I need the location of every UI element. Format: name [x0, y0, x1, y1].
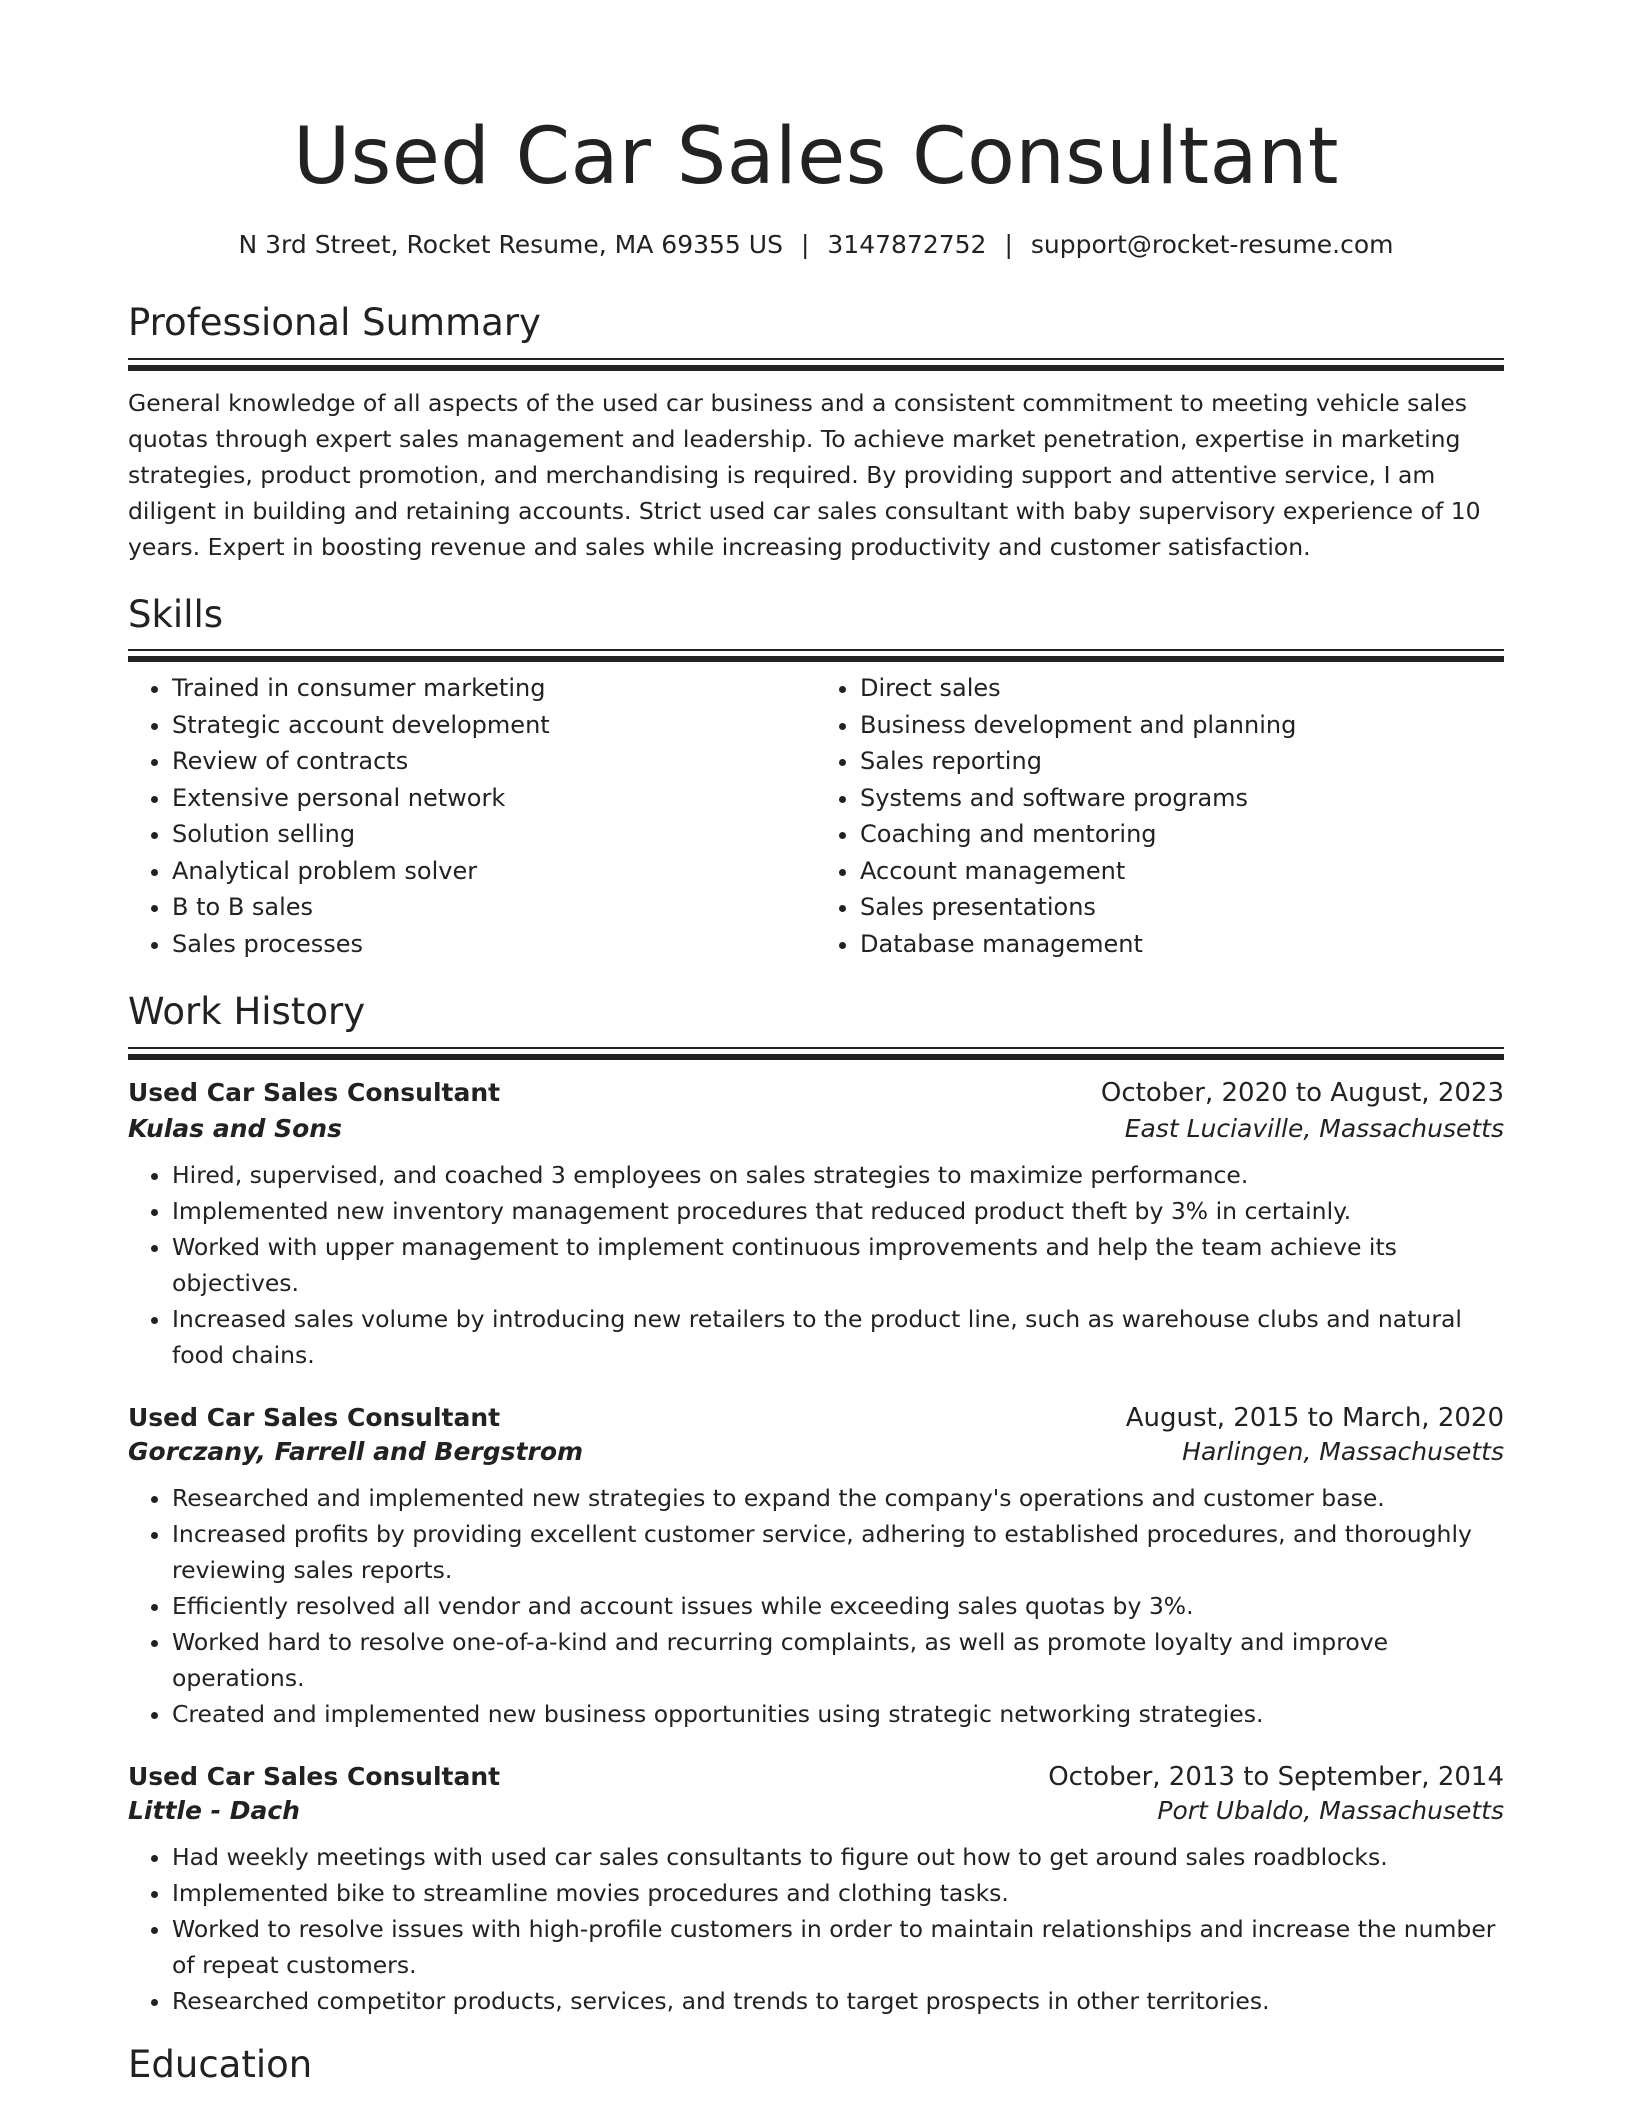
- job-bullet: • Worked with upper management to implement continuous improvements and help the team achieve its objectives.: [172, 1229, 1504, 1301]
- job-location: East Luciaville, Massachusetts: [1124, 1114, 1504, 1144]
- education-section: [128, 2045, 1504, 2086]
- summary-heading: Professional Summary: [128, 301, 541, 344]
- job-bullets: [128, 1157, 1504, 1373]
- skill-item: • Review of contracts: [172, 743, 816, 780]
- job-header: [128, 1762, 1504, 1792]
- job-bullet: • Implemented new inventory management procedures that reduced product theft by 3% in certainly.: [172, 1193, 1504, 1229]
- skills-heading: Skills: [128, 592, 224, 636]
- job-title: Used Car Sales Consultant: [128, 1078, 501, 1108]
- job-subheader: [128, 1796, 1504, 1825]
- skill-item: • Sales presentations: [860, 889, 1504, 926]
- contact-separator: |: [1004, 230, 1013, 259]
- contact-line: [128, 230, 1504, 259]
- job-bullet: • Researched and implemented new strategies to expand the company's operations and customer base.: [172, 1480, 1504, 1516]
- job-bullet: • Hired, supervised, and coached 3 employees on sales strategies to maximize performance.: [172, 1157, 1504, 1193]
- job-company: Kulas and Sons: [128, 1114, 342, 1144]
- job-dates: October, 2013 to September, 2014: [1048, 1762, 1504, 1793]
- job-location: Port Ubaldo, Massachusetts: [1157, 1796, 1504, 1826]
- job-title: Used Car Sales Consultant: [128, 1762, 501, 1792]
- contact-separator: |: [800, 230, 810, 259]
- resume-name: Used Car Sales Consultant: [293, 112, 1339, 202]
- job-company: Gorczany, Farrell and Bergstrom: [128, 1437, 584, 1467]
- work-history-heading: Work History: [128, 990, 366, 1034]
- summary-section: [128, 303, 1504, 565]
- skill-item: • Business development and planning: [860, 707, 1504, 744]
- section-divider: [128, 358, 1504, 371]
- job-bullets: [128, 1839, 1504, 2019]
- skill-item: • Strategic account development: [172, 707, 816, 744]
- job-bullet: • Had weekly meetings with used car sales consultants to figure out how to get around sales roadblocks.: [172, 1839, 1504, 1875]
- job-header: [128, 1078, 1504, 1108]
- skill-item: • Sales processes: [172, 926, 816, 963]
- job-bullet: • Researched competitor products, services, and trends to target prospects in other territories.: [172, 1983, 1504, 2019]
- job-company: Little - Dach: [128, 1796, 300, 1826]
- skills-list-right: [816, 670, 1504, 962]
- skill-item: • Solution selling: [172, 816, 816, 853]
- job-subheader: [128, 1114, 1504, 1143]
- job-header: [128, 1403, 1504, 1433]
- skills-list-left: [128, 670, 816, 962]
- job-subheader: [128, 1437, 1504, 1466]
- job-bullet: • Worked to resolve issues with high-profile customers in order to maintain relationships and increase the number of repeat customers.: [172, 1911, 1504, 1983]
- section-divider: [128, 649, 1504, 662]
- job-bullet: • Created and implemented new business opportunities using strategic networking strategies.: [172, 1696, 1504, 1732]
- summary-text: General knowledge of all aspects of the used car business and a consistent commitment to meeting vehicle sales quotas through expert sales management and leadership. To achieve market penetration, expertise in marketing strategies, product promotion, and merchandising is required. By providing support and attentive service, I am diligent in building and retaining accounts. Strict used car sales consultant with baby supervisory experience of 10 years. Expert in boosting revenue and sales while increasing productivity and customer satisfaction.: [128, 388, 1481, 561]
- skill-item: • Sales reporting: [860, 743, 1504, 780]
- skill-item: • Systems and software programs: [860, 780, 1504, 817]
- job-dates: October, 2020 to August, 2023: [1100, 1078, 1504, 1109]
- job-entry: [128, 1078, 1504, 1373]
- contact-address: N 3rd Street, Rocket Resume, MA 69355 US: [238, 230, 783, 259]
- job-bullet: • Implemented bike to streamline movies procedures and clothing tasks.: [172, 1875, 1504, 1911]
- education-heading: Education: [128, 2043, 313, 2087]
- job-bullet: • Worked hard to resolve one-of-a-kind and recurring complaints, as well as promote loyalty and improve operations.: [172, 1624, 1504, 1696]
- job-entry: [128, 1762, 1504, 2019]
- job-location: Harlingen, Massachusetts: [1182, 1437, 1504, 1467]
- job-dates: August, 2015 to March, 2020: [1125, 1403, 1504, 1434]
- contact-email: support@rocket-resume.com: [1030, 230, 1394, 259]
- work-history-section: [128, 992, 1504, 2019]
- section-divider: [128, 1047, 1504, 1060]
- job-bullet: • Efficiently resolved all vendor and account issues while exceeding sales quotas by 3%.: [172, 1588, 1504, 1624]
- skill-item: • B to B sales: [172, 889, 816, 926]
- skill-item: • Direct sales: [860, 670, 1504, 707]
- skills-section: [128, 592, 1504, 963]
- job-title: Used Car Sales Consultant: [128, 1403, 501, 1433]
- job-bullets: [128, 1480, 1504, 1732]
- skill-item: • Coaching and mentoring: [860, 816, 1504, 853]
- skill-item: • Account management: [860, 853, 1504, 890]
- job-entry: [128, 1403, 1504, 1732]
- job-bullet: • Increased profits by providing excellent customer service, adhering to established procedures, and thoroughly reviewing sales reports.: [172, 1516, 1504, 1588]
- skill-item: • Trained in consumer marketing: [172, 670, 816, 707]
- skill-item: • Database management: [860, 926, 1504, 963]
- contact-phone: 3147872752: [827, 230, 987, 259]
- skills-columns: [128, 670, 1504, 962]
- skill-item: • Extensive personal network: [172, 780, 816, 817]
- skill-item: • Analytical problem solver: [172, 853, 816, 890]
- job-bullet: • Increased sales volume by introducing new retailers to the product line, such as warehouse clubs and natural food chains.: [172, 1301, 1504, 1373]
